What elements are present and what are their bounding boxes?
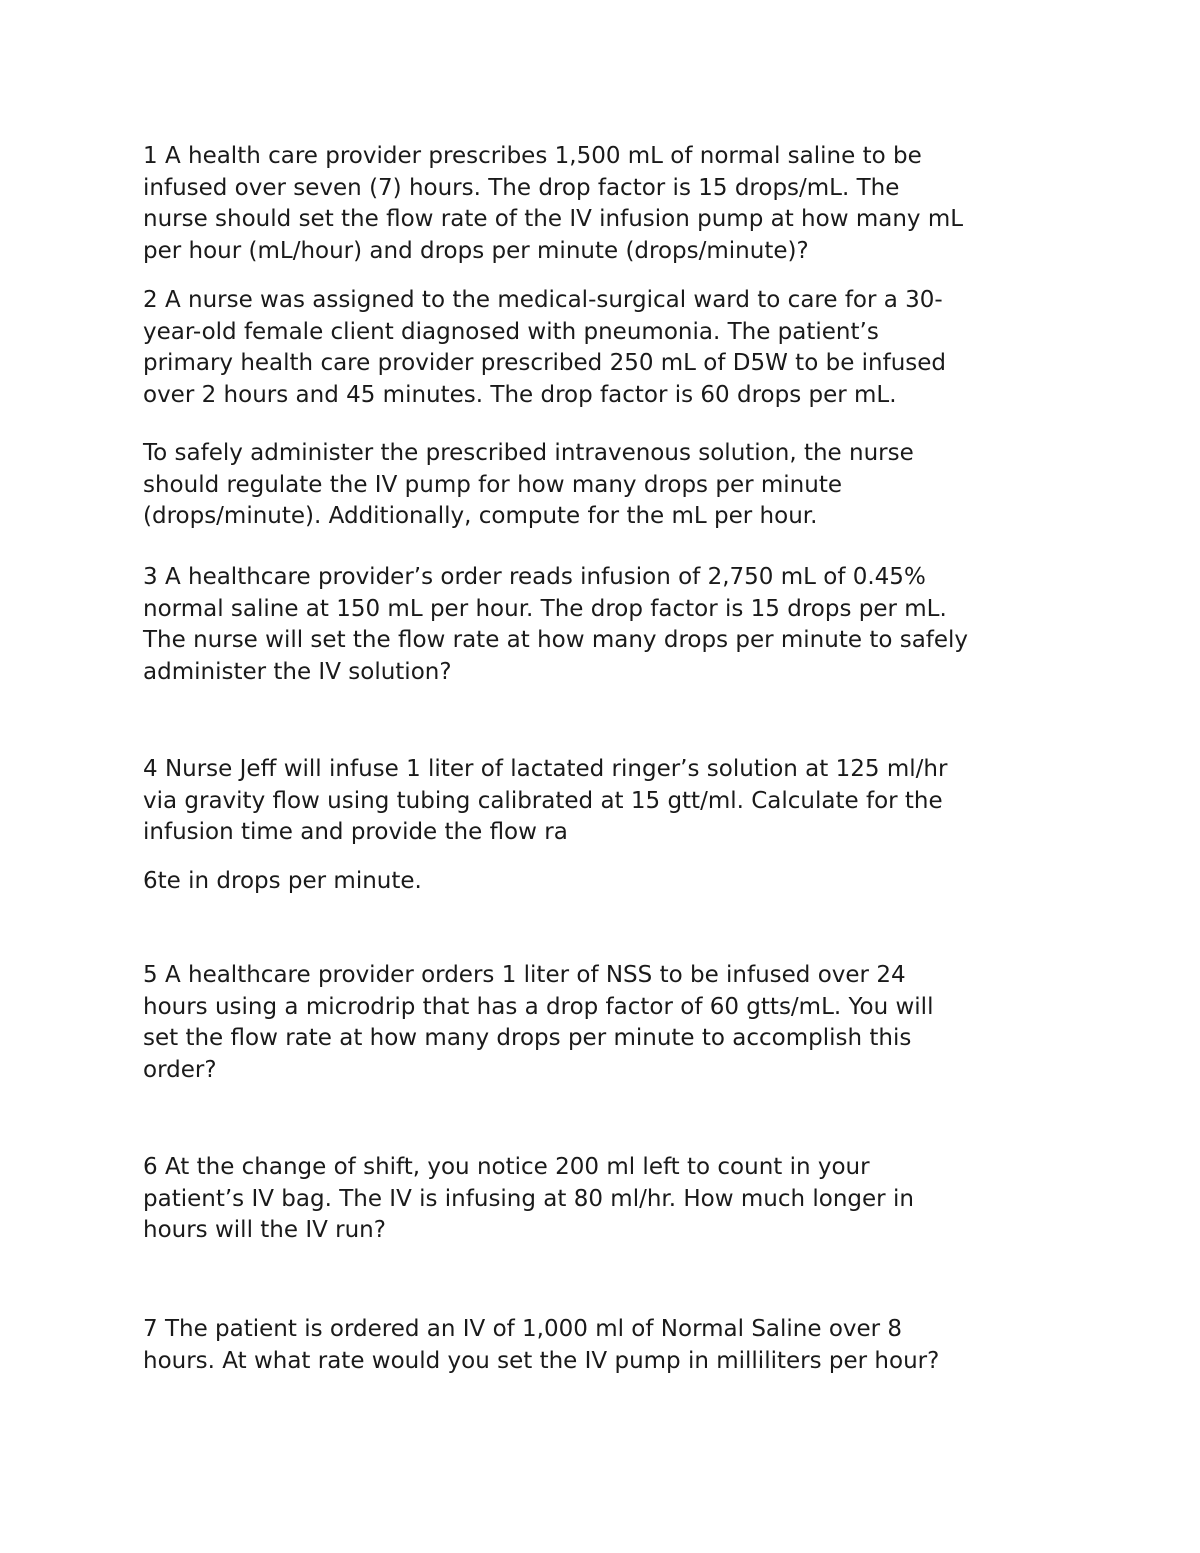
question-4-continuation-paragraph: 6te in drops per minute.	[143, 868, 422, 894]
question-6-paragraph: 6 At the change of shift, you notice 200 ml left to count in your patient’s IV bag. The IV is infusing at 80 ml/hr. How much longer in hours will the IV run?	[143, 1154, 914, 1243]
question-2-paragraph: 2 A nurse was assigned to the medical-surgical ward to care for a 30- year-old female client diagnosed with pneumonia. The patient’s primary health care provider prescribed 250 mL of D5W to be infused over 2 hours and 45 minutes. The drop factor is 60 drops per mL.	[143, 287, 947, 408]
question-7-paragraph: 7 The patient is ordered an IV of 1,000 ml of Normal Saline over 8 hours. At what rate would you set the IV pump in milliliters per hour?	[143, 1316, 940, 1374]
question-5-paragraph: 5 A healthcare provider orders 1 liter of NSS to be infused over 24 hours using a microdrip that has a drop factor of 60 gtts/mL. You will set the flow rate at how many drops per minute to accomplish this order?	[143, 962, 934, 1083]
question-4-paragraph: 4 Nurse Jeff will infuse 1 liter of lactated ringer’s solution at 125 ml/hr via gravity flow using tubing calibrated at 15 gtt/ml. Calculate for the infusion time and provide the flow ra	[143, 756, 948, 845]
question-2-continuation-paragraph: To safely administer the prescribed intravenous solution, the nurse should regulate the IV pump for how many drops per minute (drops/minute). Additionally, compute for the mL per hour.	[143, 440, 914, 529]
question-1-paragraph: 1 A health care provider prescribes 1,500 mL of normal saline to be infused over seven (7) hours. The drop factor is 15 drops/mL. The nurse should set the flow rate of the IV infusion pump at how many mL per hour (mL/hour) and drops per minute (drops/minute)?	[143, 143, 964, 264]
question-3-paragraph: 3 A healthcare provider’s order reads infusion of 2,750 mL of 0.45% normal saline at 150 mL per hour. The drop factor is 15 drops per mL. The nurse will set the flow rate at how many drops per minute to safely administer the IV solution?	[143, 564, 969, 685]
